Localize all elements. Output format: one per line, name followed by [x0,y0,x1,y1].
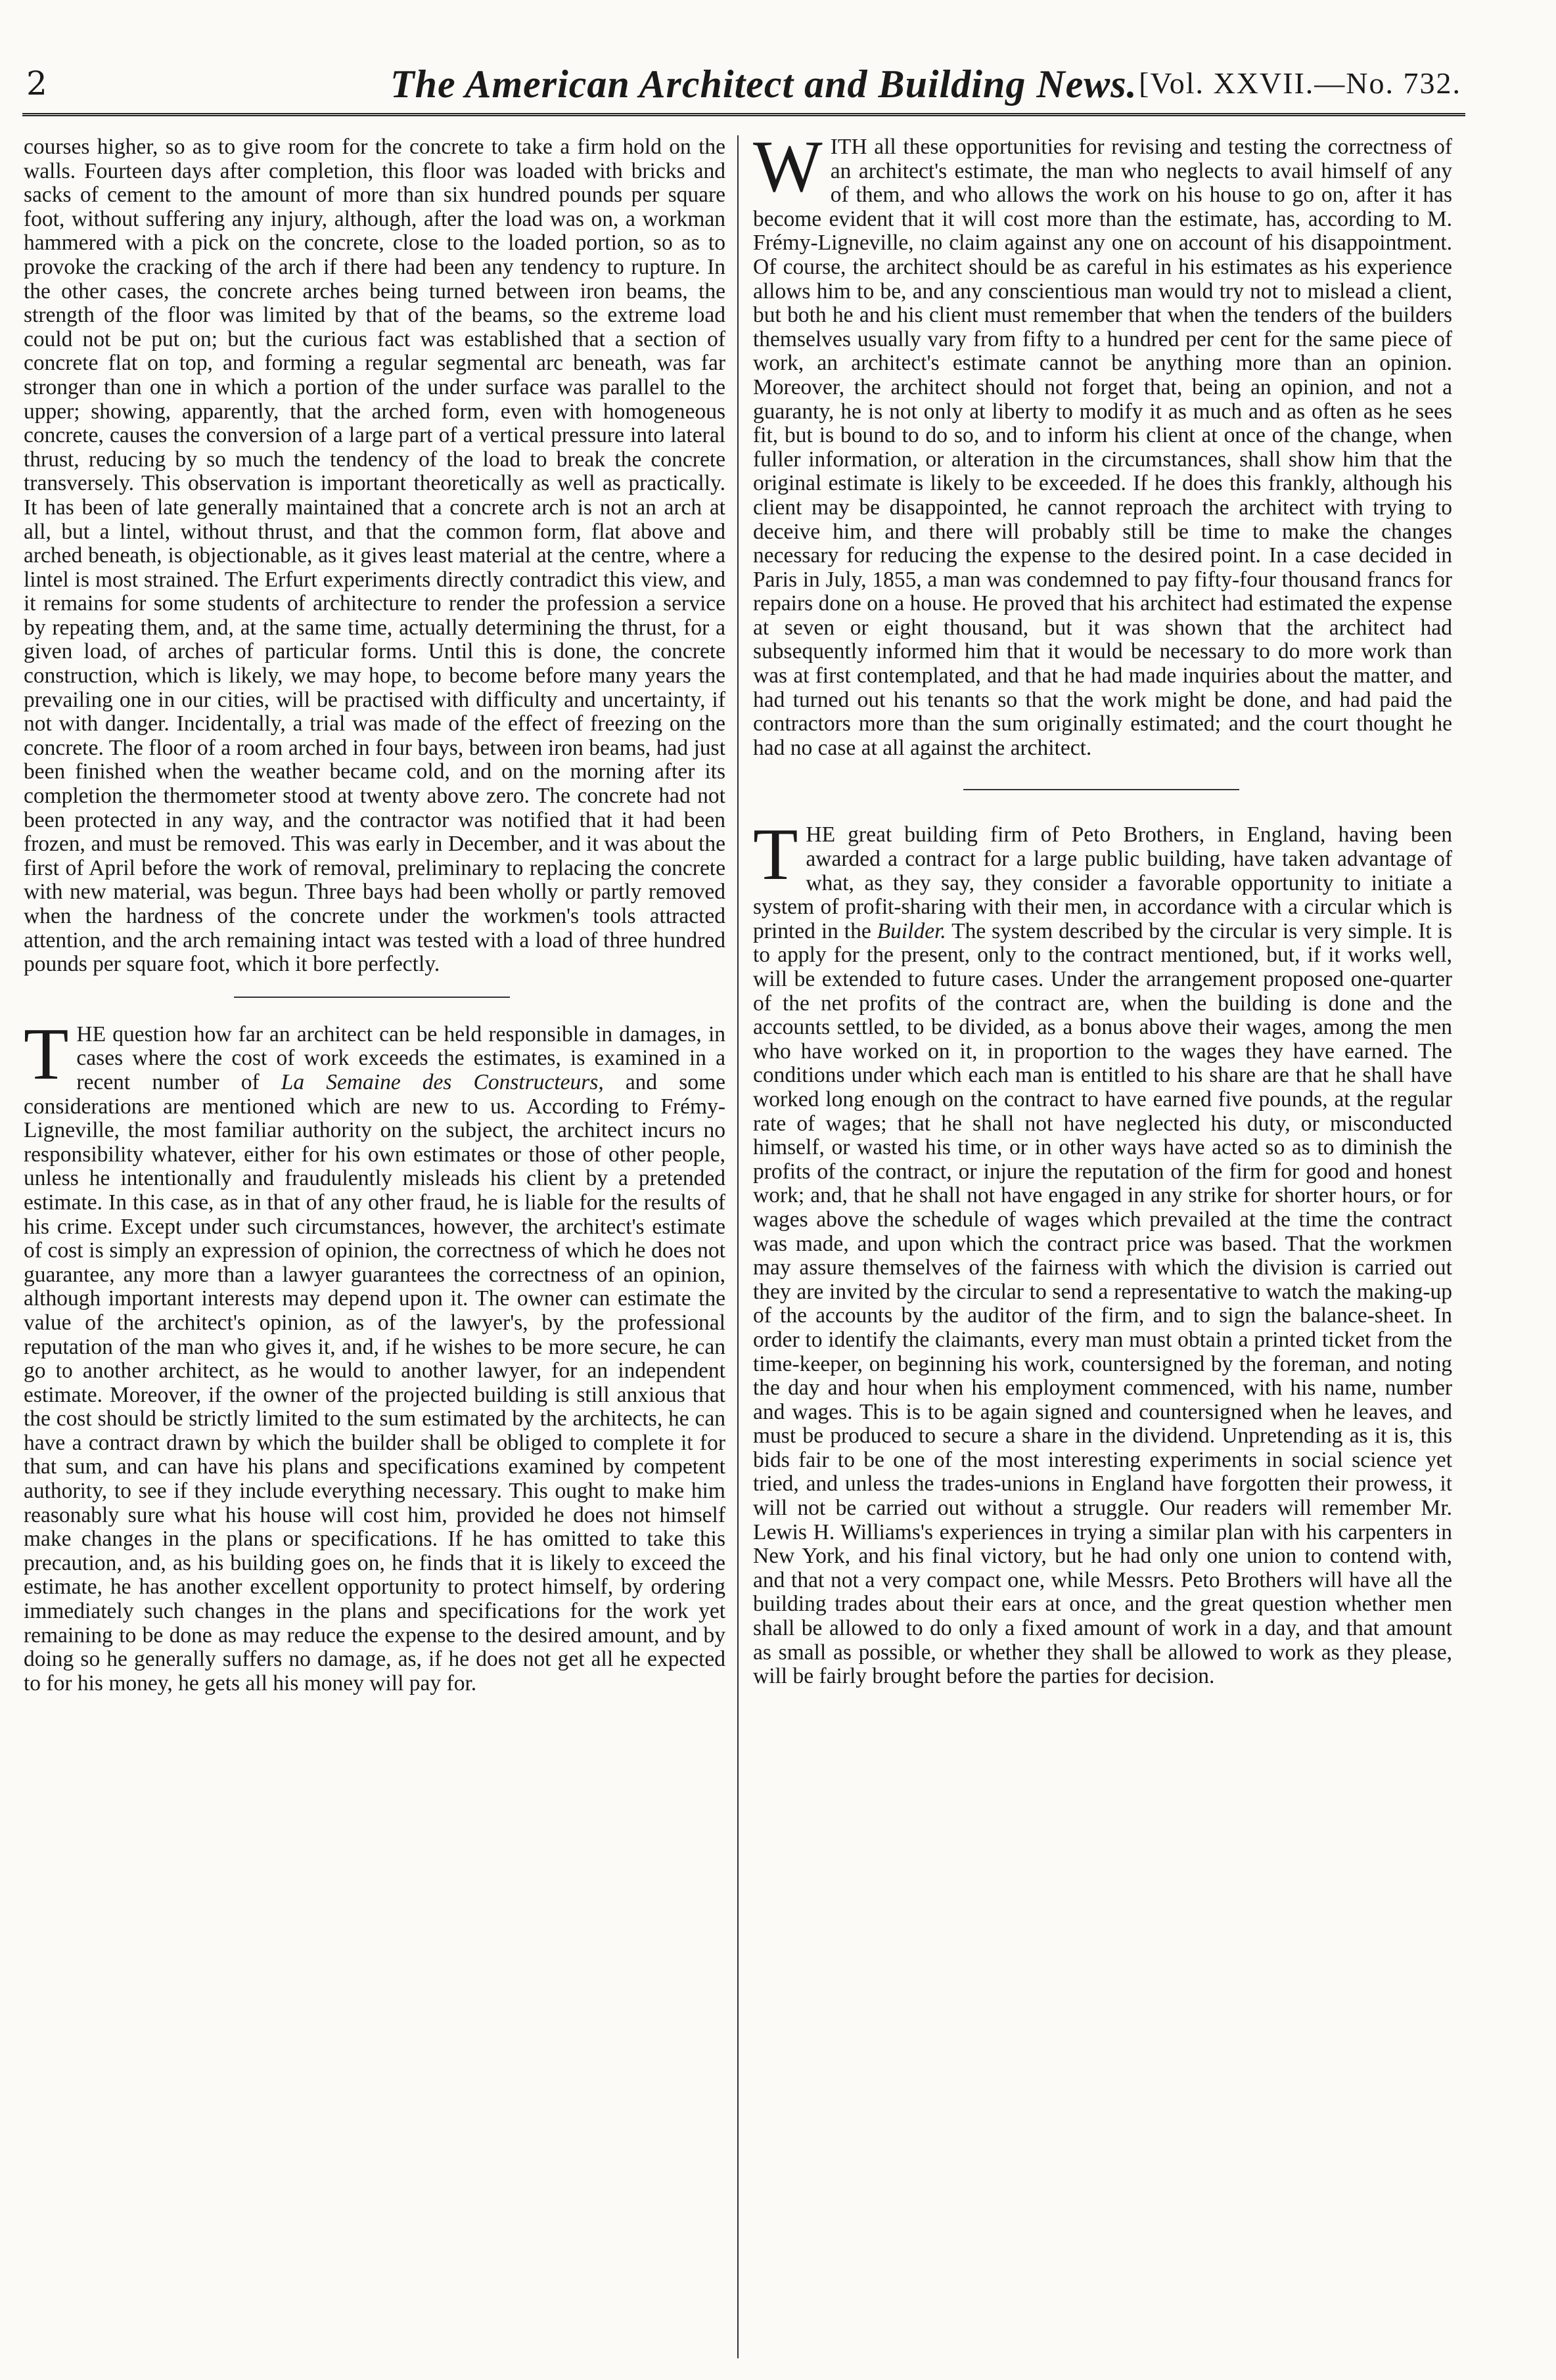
drop-cap: T [24,1013,69,1095]
article-architect-responsibility [24,1013,725,1696]
left-column [24,135,725,1695]
page-header [22,56,1465,117]
header-rule [22,113,1465,116]
page-number: 2 [26,64,47,102]
paragraph-text: and some considerations are mentioned which are new to us. According to Frémy-Ligneville, the most familiar authority on the subject, the architect incurs no responsibility whatever, either for his own estimates or those of other people, unless he intentionally and fraudulently misleads his client by a pretended estimate. In this case, as in that of any other fraud, he is liable for the results of his crime. Except under such circumstances, however, the architect's estimate of cost is simply an expression of opinion, the correctness of which he does not guarantee, any more than a lawyer guarantees the correctness of an opinion, although important interests may depend upon it. The owner can estimate the value of the architect's opinion, as of the lawyer's, by the professional reputation of the man who gives it, and, if he wishes to be more secure, he can go to another architect, as he would to another lawyer, for an independent estimate. Moreover, if the owner of the projected building is still anxious that the cost should be strictly limited to the sum estimated by the architects, he can have a contract drawn by which the builder shall be obliged to complete it for that sum, and can have his plans and specifications examined by competent authority, to see if they include everything necessary. This ought to make him reasonably sure what his house will cost him, provided he does not himself make changes in the plans or specifications. If he has omitted to take this precaution, and, as his building goes on, he finds that it is likely to exceed the estimate, he has another excellent opportunity to protect himself, by ordering immediately such changes in the plans and specifications for the work yet remaining to be done as may reduce the expense to the desired amount, and by doing so he generally suffers no damage, as, if he does not get all he expected to for his money, he gets all his money will pay for. [24,1069,725,1695]
paragraph-text: great building firm of Peto Brothers, in England, having been awarded a contract for a large public building, have taken advantage of what, as they say, they consider a favorable opportunity to initiate a system of profit-sharing with their men, in accordance with a circular which is printed in the [753,822,1452,943]
paragraph-text: all these opportunities for revising and testing the correctness of an architect's estimate, the man who neglects to avail himself of any of them, and who allows the work on his house to go on, after it has become evident that it will cost more than the estimate, has, according to M. Frémy-Ligneville, no claim against any one on account of his disappointment. Of course, the architect should be as careful in his estimates as his experience allows him to be, and any conscientious man would try not to mislead a client, but both he and his client must remember that when the tenders of the builders themselves usually vary from fifty to a hundred per cent for the same piece of work, an architect's estimate cannot be anything more than an opinion. Moreover, the architect should not forget that, being an opinion, and not a guaranty, he is not only at liberty to modify it as much and as often as he sees fit, but is bound to do so, and to inform his client at once of the change, when fuller information, or alteration in the circumstances, shall show him that the original estimate is likely to be exceeded. If he does this frankly, although his client may be disappointed, he cannot reproach the architect with trying to deceive him, and there will probably still be time to make the changes necessary for reducing the expense to the desired point. In a case decided in Paris in July, 1855, a man was condemned to pay fifty-four thousand francs for repairs done on a house. He proved that his architect had estimated the expense at seven or eight thousand, but it was shown that the architect had subsequently informed him that it would be necessary to do more work than was at first contemplated, and that he had made inquiries about the matter, and had turned out his tenants so that the work might be done, and had paid the contractors more than the sum originally estimated; and the court thought he had no case at all against the architect. [753,135,1452,760]
right-column [753,126,1452,1689]
drop-cap: W [753,126,823,208]
article-estimates [753,126,1452,760]
column-rule [737,135,739,2358]
section-divider [24,977,725,1023]
lead-in: ITH [830,135,867,159]
article-concrete-continuation: courses higher, so as to give room for the concrete to take a firm hold on the walls. Fourteen days after completion, this floor was loaded with bricks and sacks of cement to the amount of more than six hundred pounds per square foot, without suffering any injury, although, after the load was on, a workman hammered with a pick on the concrete, close to the loaded portion, so as to provoke the cracking of the arch if there had been any tendency to rupture. In the other cases, the concrete arches being turned between iron beams, the strength of the floor was limited by that of the beams, so the extreme load could not be put on; but the curious fact was established that a section of concrete flat on top, and forming a regular segmental arc beneath, was far stronger than one in which a portion of the under surface was parallel to the upper; showing, apparently, that the arched form, even with homogeneous concrete, causes the conversion of a large part of a vertical pressure into lateral thrust, reducing by so much the tendency of the load to break the concrete transversely. This observation is important theoretically as well as practically. It has been of late generally maintained that a concrete arch is not an arch at all, but a lintel, without thrust, and that the common form, flat above and arched beneath, is objectionable, as it gives least material at the centre, where a lintel is most strained. The Erfurt experiments directly contradict this view, and it remains for some students of architecture to render the profession a service by repeating them, and, at the same time, actually determining the thrust, for a given load, of arches of particular forms. Until this is done, the concrete construction, which is likely, we may hope, to become before many years the prevailing one in our cities, will be practised with difficulty and uncertainty, if not with danger. Incidentally, a trial was made of the effect of freezing on the concrete. The floor of a room arched in four bays, between iron beams, had just been finished when the weather became cold, and on the morning after its completion the thermometer stood at twenty above zero. The concrete had not been protected in any way, and the contractor was notified that it had been frozen, and must be removed. This was early in December, and it was about the first of April before the work of removal, preliminary to replacing the concrete with new material, was begun. Three bays had been wholly or partly removed when the hardness of the concrete under the workmen's tools attracted attention, and the arch remaining intact was tested with a load of three hundred pounds per square foot, which it bore perfectly. [24,135,725,977]
volume-info: [Vol. XXVII.—No. 732. [1139,66,1461,100]
publication-title: The American Architect and Building News. [390,62,1137,106]
drop-cap: T [753,814,798,896]
journal-title: La Semaine des Constructeurs, [281,1069,604,1094]
section-divider [753,760,1452,823]
article-peto-brothers [753,814,1452,1689]
paragraph-text: question how far an architect can be held responsible in damages, in cases where the cost of work exceeds the estimates, is examined in a recent number of [76,1022,725,1094]
lead-in: HE [76,1022,106,1046]
lead-in: HE [806,822,836,847]
journal-title: Builder. [877,918,946,943]
paragraph-text: The system described by the circular is very simple. It is to apply for the present, only to the contract mentioned, but, if it works well, will be extended to future cases. Under the arrangement proposed one-quarter of the net profits of the contract are, when the building is done and the accounts settled, to be divided, as a bonus above their wages, among the men who have worked on it, in proportion to the wages they have earned. The conditions under which each man is entitled to his share are that he shall have worked long enough on the contract to have earned five pounds, at the regular rate of wages; that he shall not have neglected his duty, or misconducted himself, or wasted his time, or in other ways have acted so as to diminish the profits of the contract, or injure the reputation of the firm for good and honest work; and, that he shall not have engaged in any strike for shorter hours, or for wages above the schedule of wages which prevailed at the time the contract was made, and upon which the contract price was based. That the workmen may assure themselves of the fairness with which the division is carried out they are invited by the circular to send a representative to watch the making-up of the accounts by the auditor of the firm, and to sign the balance-sheet. In order to identify the claimants, every man must obtain a printed ticket from the time-keeper, on beginning his work, countersigned by the foreman, and noting the day and hour when his employment commenced, with his name, number and wages. This is to be again signed and countersigned when he leaves, and must be produced to secure a share in the dividend. Unpretending as it is, this bids fair to be one of the most interesting experiments in social science yet tried, and unless the trades-unions in England have forgotten their prowess, it will not be carried out without a struggle. Our readers will remember Mr. Lewis H. Williams's experiences in trying a similar plan with his carpenters in New York, and his final victory, but he had only one union to contend with, and that not a very compact one, while Messrs. Peto Brothers will have all the building trades about their ears at once, and the great question whether men shall be allowed to do only a fixed amount of work in a day, and that amount as small as possible, or whether they shall be allowed to work as they please, will be fairly brought before the parties for decision. [753,918,1452,1689]
